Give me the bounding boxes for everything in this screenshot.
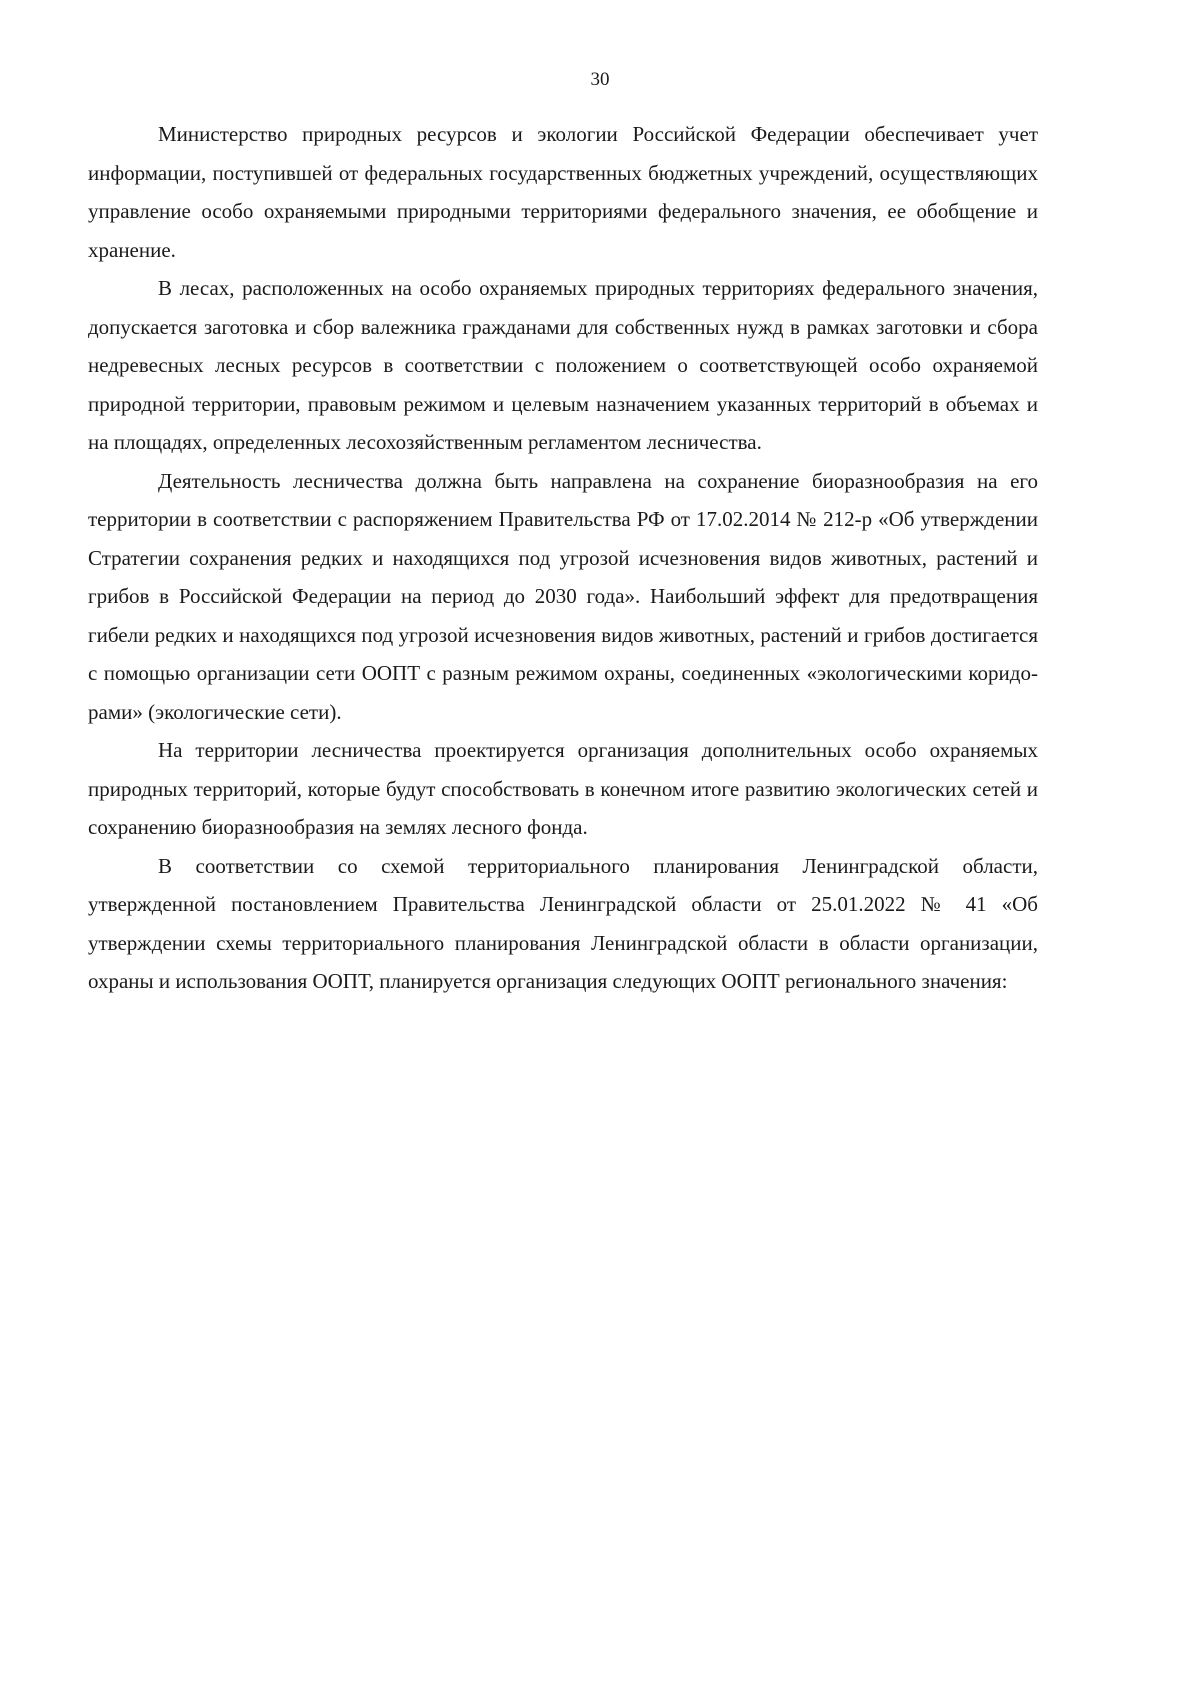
paragraph-deadwood-collection: В лесах, расположенных на особо охраняемых природных территориях федерального значения, допускается заготовка и сбор валежника гражданами для собственных нужд в рамках заготовки и сбора недревесных лесных ресурсов в соответствии с положением о соответствующей особо охраняемой природной территории, правовым режимом и целевым назначением указанных территорий в объемах и на площадях, определенных лесохозяйственным регламентом лесничества. [88,276,1038,454]
paragraph-ministry-records: Министерство природных ресурсов и экологии Российской Федерации обеспечивает учет информации, поступившей от федеральных государственных бюджетных учреждений, осуществляющих управление особо охраняемыми природными территориями федерального значения, ее обобщение и хранение. [88,122,1038,262]
paragraph-biodiversity-strategy: Деятельность лесничества должна быть направлена на сохранение биоразнообразия на его территории в соответствии с распоряжением Правительства РФ от 17.02.2014 № 212-р «Об утверждении Стратегии сохранения редких и находящихся под угрозой исчезновения видов животных, растений и грибов в Российской Федерации на период до 2030 года». Наибольший эффект для предотвращения гибели редких и находящихся под угрозой исчезновения видов животных, растений и грибов достигается с помощью организации сети ООПТ с разным режимом охраны, соединенных «экологическими коридорами» (экологические сети). [88,468,1038,724]
body-text [88,115,1038,1001]
page-number: 30 [590,69,610,90]
paragraph-territorial-planning: В соответствии со схемой территориального планирования Ленинградской области, утвержденной постановлением Правительства Ленинградской области от 25.01.2022 № 41 «Об утверждении схемы территориального планирования Ленинградской области в области организации, охраны и использования ООПТ, планируется организация следующих ООПТ регионального значения: [88,853,1038,993]
paragraph-additional-protected-areas: На территории лесничества проектируется организация дополнительных особо охраняемых природных территорий, которые будут способствовать в конечном итоге развитию экологических сетей и сохранению биоразнообразия на землях лесного фонда. [88,738,1038,839]
